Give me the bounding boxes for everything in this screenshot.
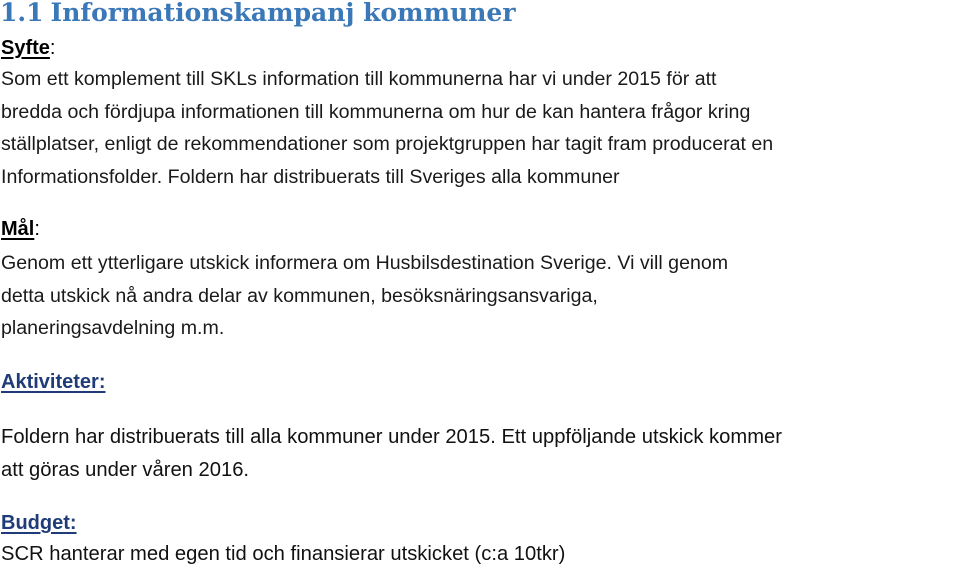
aktiviteter-label-text: Aktiviteter: <box>1 371 106 393</box>
section-heading <box>0 0 516 27</box>
aktiviteter-line: Foldern har distribuerats till alla kommuner under 2015. Ett uppföljande utskick kommer <box>1 426 782 448</box>
budget-label <box>1 511 77 535</box>
mal-line: Genom ett ytterligare utskick informera om Husbilsdestination Sverige. Vi vill genom <box>1 252 729 274</box>
mal-paragraph <box>1 247 728 345</box>
syfte-paragraph <box>1 63 773 193</box>
budget-line: SCR hanterar med egen tid och finansierar utskicket (c:a 10tkr) <box>1 543 566 565</box>
mal-label-text: Mål <box>1 218 35 240</box>
mal-label-colon: : <box>34 218 40 240</box>
mal-line: planeringsavdelning m.m. <box>1 317 225 339</box>
syfte-label-colon: : <box>49 37 56 59</box>
syfte-line: Som ett komplement till SKLs information till kommunerna har vi under 2015 för att <box>1 68 717 90</box>
mal-label <box>1 217 40 241</box>
syfte-line: bredda och fördjupa informationen till kommunerna om hur de kan hantera frågor kring <box>1 100 751 123</box>
syfte-label <box>1 36 55 60</box>
syfte-line: Informationsfolder. Foldern har distribuerats till Sveriges alla kommuner <box>1 165 620 188</box>
heading-title: Informationskampanj kommuner <box>50 0 516 27</box>
aktiviteter-line: att göras under våren 2016. <box>1 458 250 481</box>
aktiviteter-label <box>1 370 105 394</box>
heading-number: 1.1 <box>0 0 44 27</box>
syfte-line: ställplatser, enligt de rekommendationer som projektgruppen har tagit fram producerat en <box>1 133 774 155</box>
mal-line: detta utskick nå andra delar av kommunen, besöksnäringsansvariga, <box>1 284 598 307</box>
budget-paragraph <box>1 538 565 570</box>
budget-label-text: Budget: <box>1 512 77 534</box>
syfte-label-text: Syfte <box>1 37 50 59</box>
aktiviteter-paragraph <box>1 421 782 486</box>
